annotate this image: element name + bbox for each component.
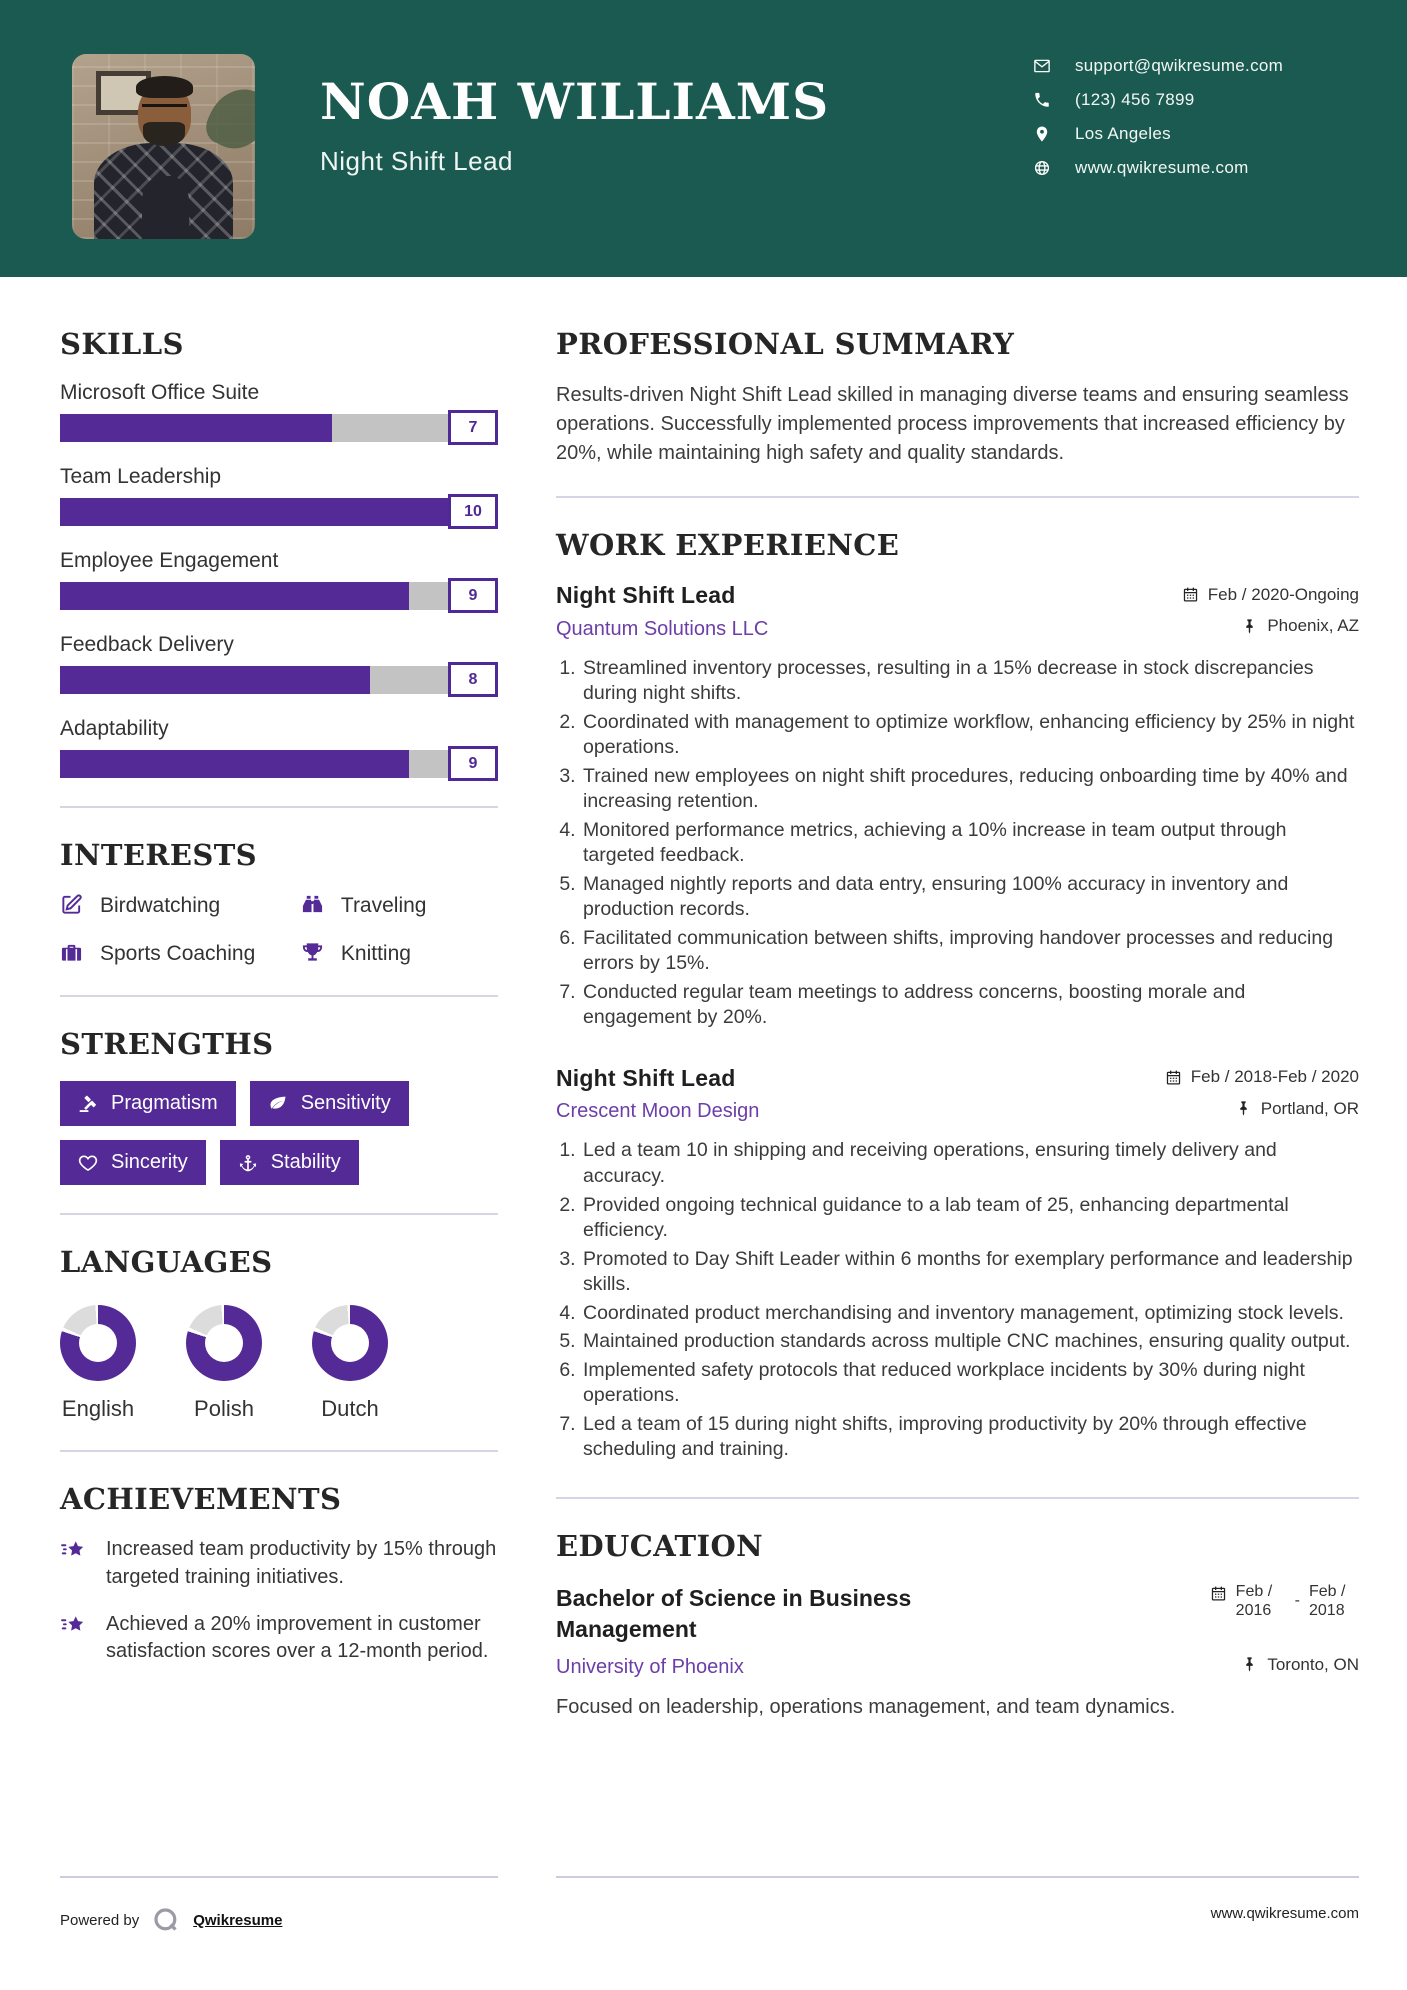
shooting-star-icon: [60, 1613, 87, 1665]
photo-person-hair: [136, 76, 193, 98]
contact-item: [1033, 158, 1331, 178]
strengths-section: [60, 1027, 498, 1185]
job-bullet: 1. Led a team 10 in shipping and receiving operations, ensuring timely delivery and accuracy.: [581, 1138, 1359, 1189]
job-company-link[interactable]: Quantum Solutions LLC: [556, 617, 769, 640]
education-section: [556, 1529, 1359, 1720]
qwikresume-logo: [151, 1905, 181, 1935]
skill-bar-fill: [60, 582, 409, 610]
strength-label: Sincerity: [111, 1151, 188, 1174]
contact-text: (123) 456 7899: [1075, 90, 1195, 109]
leaf-icon: [268, 1094, 288, 1114]
summary-text: Results-driven Night Shift Lead skilled in managing diverse teams and ensuring seamless operations. Successfully implemented process improvements that increased efficiency by 20%, while maintaining high safety and quality standards.: [556, 384, 1349, 464]
job-sub-row: [556, 616, 1359, 641]
contact-item: [1033, 56, 1331, 76]
calendar-icon: [1210, 1585, 1227, 1602]
strength-badge: [220, 1140, 359, 1185]
photo-person-glasses: [142, 104, 188, 113]
achievements-heading: ACHIEVEMENTS: [60, 1482, 342, 1517]
strength-badge: [60, 1140, 206, 1185]
skill-value: 9: [448, 746, 498, 781]
interest-item: [301, 940, 498, 968]
donut-hole: [79, 1324, 117, 1362]
education-degree: Bachelor of Science in Business Management: [556, 1584, 912, 1642]
pin-icon: [1235, 1100, 1252, 1117]
job-location-text: Portland, OR: [1260, 1098, 1359, 1118]
interests-list: [60, 892, 498, 967]
skill-item: [60, 549, 498, 610]
job-location: [1235, 1099, 1359, 1119]
education-heading: EDUCATION: [556, 1528, 764, 1563]
job-bullet: 2. Coordinated with management to optimize workflow, enhancing efficiency by 25% in night operations.: [581, 710, 1359, 761]
skill-item: [60, 633, 498, 694]
main-content: [0, 277, 1407, 1719]
skill-item: [60, 717, 498, 778]
profile-photo: [72, 54, 255, 239]
education-header-row: [556, 1583, 1359, 1645]
skill-name: Feedback Delivery: [60, 633, 234, 656]
skill-value: 8: [448, 662, 498, 697]
job-bullet: 3. Trained new employees on night shift procedures, reducing onboarding time by 40% and increasing retention.: [581, 764, 1359, 815]
anchor-icon: [238, 1153, 258, 1173]
job-bullet-list: [556, 1138, 1359, 1462]
job-bullet: 2. Provided ongoing technical guidance to a lab team of 25, enhancing departmental efficiency.: [581, 1193, 1359, 1244]
skill-bar-fill: [60, 414, 332, 442]
achievements-section: [60, 1482, 498, 1665]
education-date-end: Feb / 2018: [1309, 1582, 1346, 1619]
strength-badge: [250, 1081, 409, 1126]
footer-right: [556, 1876, 1359, 1935]
divider: [60, 806, 498, 808]
page-footer: [60, 1876, 1359, 1935]
contact-list: [1033, 56, 1331, 178]
skill-value: 9: [448, 578, 498, 613]
skills-list: [60, 381, 498, 778]
contact-item: [1033, 124, 1331, 144]
contact-text[interactable]: support@qwikresume.com: [1075, 56, 1284, 75]
summary-heading: PROFESSIONAL SUMMARY: [556, 327, 1015, 361]
achievement-item: [60, 1536, 498, 1590]
job-bullet: 5. Managed nightly reports and data entry, ensuring 100% accuracy in inventory and production records.: [581, 872, 1359, 923]
globe-icon: [1033, 159, 1051, 177]
interest-item: [301, 892, 498, 920]
job-header-row: [556, 1065, 1359, 1092]
gavel-icon: [78, 1094, 98, 1114]
experience-heading: WORK EXPERIENCE: [556, 528, 900, 562]
shooting-star-icon: [60, 1538, 87, 1590]
trophy-icon: [301, 941, 324, 964]
skill-bar-fill: [60, 750, 409, 778]
skill-name: Microsoft Office Suite: [60, 381, 260, 404]
job-location-text: Phoenix, AZ: [1267, 616, 1359, 635]
achievement-text: Achieved a 20% improvement in customer satisfaction scores over a 12-month period.: [106, 1612, 489, 1662]
skill-name: Adaptability: [60, 717, 169, 740]
interest-item: [60, 940, 301, 968]
job-entry: [556, 1065, 1359, 1463]
job-sub-row: [556, 1099, 1359, 1124]
powered-by-label: Powered by: [60, 1911, 140, 1929]
language-label: Polish: [194, 1396, 254, 1422]
education-note: Focused on leadership, operations management, and team dynamics.: [556, 1696, 1176, 1719]
job-dates: [1165, 1067, 1359, 1087]
header: [0, 0, 1407, 277]
education-dates: [1210, 1583, 1359, 1621]
heart-icon: [78, 1153, 98, 1173]
education-sub-row: [556, 1655, 1359, 1680]
right-column: [556, 327, 1359, 1719]
language-item: [186, 1305, 262, 1422]
job-bullet: 7. Led a team of 15 during night shifts, improving productivity by 20% through effective scheduling and training.: [581, 1412, 1359, 1463]
job-bullet: 6. Implemented safety protocols that reduced workplace incidents by 30% during night operations.: [581, 1358, 1359, 1409]
education-date-separator: -: [1294, 1591, 1300, 1609]
education-location: [1241, 1655, 1359, 1675]
achievement-item: [60, 1611, 498, 1665]
strength-label: Stability: [270, 1151, 341, 1174]
strength-badge: [60, 1081, 236, 1126]
person-name: NOAH WILLIAMS: [320, 72, 830, 131]
job-bullet: 4. Coordinated product merchandising and inventory management, optimizing stock levels.: [581, 1301, 1359, 1327]
strength-label: Sensitivity: [300, 1092, 391, 1115]
skills-section: [60, 327, 498, 778]
skill-bar: [60, 414, 498, 442]
skill-value: 10: [448, 494, 498, 529]
job-date-text: Feb / 2020-Ongoing: [1207, 584, 1359, 604]
job-bullet: 5. Maintained production standards across multiple CNC machines, ensuring quality output.: [581, 1329, 1359, 1355]
languages-section: [60, 1245, 498, 1422]
job-bullet: 6. Facilitated communication between shifts, improving handover processes and reducing errors by 15%.: [581, 926, 1359, 977]
education-school-link[interactable]: University of Phoenix: [556, 1656, 744, 1679]
skill-bar: [60, 750, 498, 778]
edit-icon: [60, 893, 83, 916]
skill-item: [60, 381, 498, 442]
interest-item: [60, 892, 301, 920]
languages-heading: LANGUAGES: [60, 1245, 273, 1280]
job-header-row: [556, 582, 1359, 609]
job-bullet: 7. Conducted regular team meetings to address concerns, boosting morale and engagement by 20%.: [581, 980, 1359, 1031]
donut-hole: [205, 1324, 243, 1362]
language-donut-chart: [186, 1305, 262, 1381]
skills-heading: SKILLS: [60, 327, 184, 361]
job-date-text: Feb / 2018-Feb / 2020: [1190, 1067, 1359, 1087]
skill-name: Employee Engagement: [60, 549, 279, 572]
interests-heading: INTERESTS: [60, 838, 258, 872]
job-title: Night Shift Lead: [556, 582, 736, 608]
pin-icon: [1241, 1656, 1258, 1673]
interest-label: Sports Coaching: [100, 941, 256, 965]
qwikresume-link[interactable]: Qwikresume: [193, 1911, 283, 1929]
divider: [556, 496, 1359, 498]
experience-section: [556, 528, 1359, 1463]
education-location-text: Toronto, ON: [1267, 1654, 1359, 1674]
job-bullet: 4. Monitored performance metrics, achieving a 10% increase in team output through targeted feedback.: [581, 818, 1359, 869]
language-item: [312, 1305, 388, 1422]
skill-bar: [60, 666, 498, 694]
skill-bar-fill: [60, 498, 448, 526]
photo-person-shirt: [142, 176, 190, 239]
location-icon: [1033, 125, 1051, 143]
pin-icon: [1241, 618, 1258, 635]
language-donut-chart: [60, 1305, 136, 1381]
interest-label: Birdwatching: [100, 894, 221, 917]
language-item: [60, 1305, 136, 1422]
phone-icon: [1033, 91, 1051, 109]
skill-bar-fill: [60, 666, 370, 694]
strength-label: Pragmatism: [111, 1092, 218, 1115]
interest-label: Knitting: [340, 941, 411, 965]
divider: [60, 995, 498, 997]
summary-section: [556, 327, 1359, 468]
photo-plant: [200, 79, 255, 159]
footer-website: www.qwikresume.com: [1210, 1905, 1359, 1922]
contact-text: Los Angeles: [1075, 124, 1171, 143]
jobs-list: [556, 582, 1359, 1463]
skill-item: [60, 465, 498, 526]
email-icon: [1033, 57, 1051, 75]
job-bullet: 1. Streamlined inventory processes, resulting in a 15% decrease in stock discrepancies during night shifts.: [581, 656, 1359, 707]
divider: [556, 1497, 1359, 1499]
briefcase-icon: [60, 941, 83, 964]
job-dates: [1182, 585, 1359, 605]
contact-item: [1033, 90, 1331, 110]
job-location: [1241, 616, 1359, 636]
donut-hole: [331, 1324, 369, 1362]
achievements-list: [60, 1536, 498, 1665]
divider: [60, 1450, 498, 1452]
divider: [60, 1213, 498, 1215]
strengths-heading: STRENGTHS: [60, 1027, 274, 1062]
calendar-icon: [1182, 586, 1199, 603]
person-job-title: Night Shift Lead: [320, 146, 514, 176]
calendar-icon: [1165, 1069, 1182, 1086]
job-bullet: 3. Promoted to Day Shift Leader within 6 months for exemplary performance and leadership skills.: [581, 1247, 1359, 1298]
language-label: English: [61, 1396, 135, 1422]
left-column: [60, 327, 498, 1719]
languages-list: [60, 1299, 498, 1422]
job-company-link[interactable]: Crescent Moon Design: [556, 1100, 760, 1123]
contact-text[interactable]: www.qwikresume.com: [1075, 158, 1249, 177]
language-label: Dutch: [321, 1396, 379, 1422]
language-donut-chart: [312, 1305, 388, 1381]
job-entry: [556, 582, 1359, 1031]
skill-bar: [60, 498, 498, 526]
job-title: Night Shift Lead: [556, 1064, 736, 1091]
skill-value: 7: [448, 410, 498, 445]
achievement-text: Increased team productivity by 15% through targeted training initiatives.: [106, 1538, 497, 1588]
interest-label: Traveling: [340, 894, 427, 917]
footer-left: [60, 1876, 498, 1935]
skill-name: Team Leadership: [60, 465, 222, 488]
job-bullet-list: [556, 656, 1359, 1031]
binoculars-icon: [301, 893, 324, 916]
interests-section: [60, 838, 498, 967]
identity-block: [320, 72, 829, 177]
skill-bar: [60, 582, 498, 610]
strengths-list: [60, 1081, 498, 1185]
education-date-start: Feb / 2016: [1235, 1582, 1273, 1619]
